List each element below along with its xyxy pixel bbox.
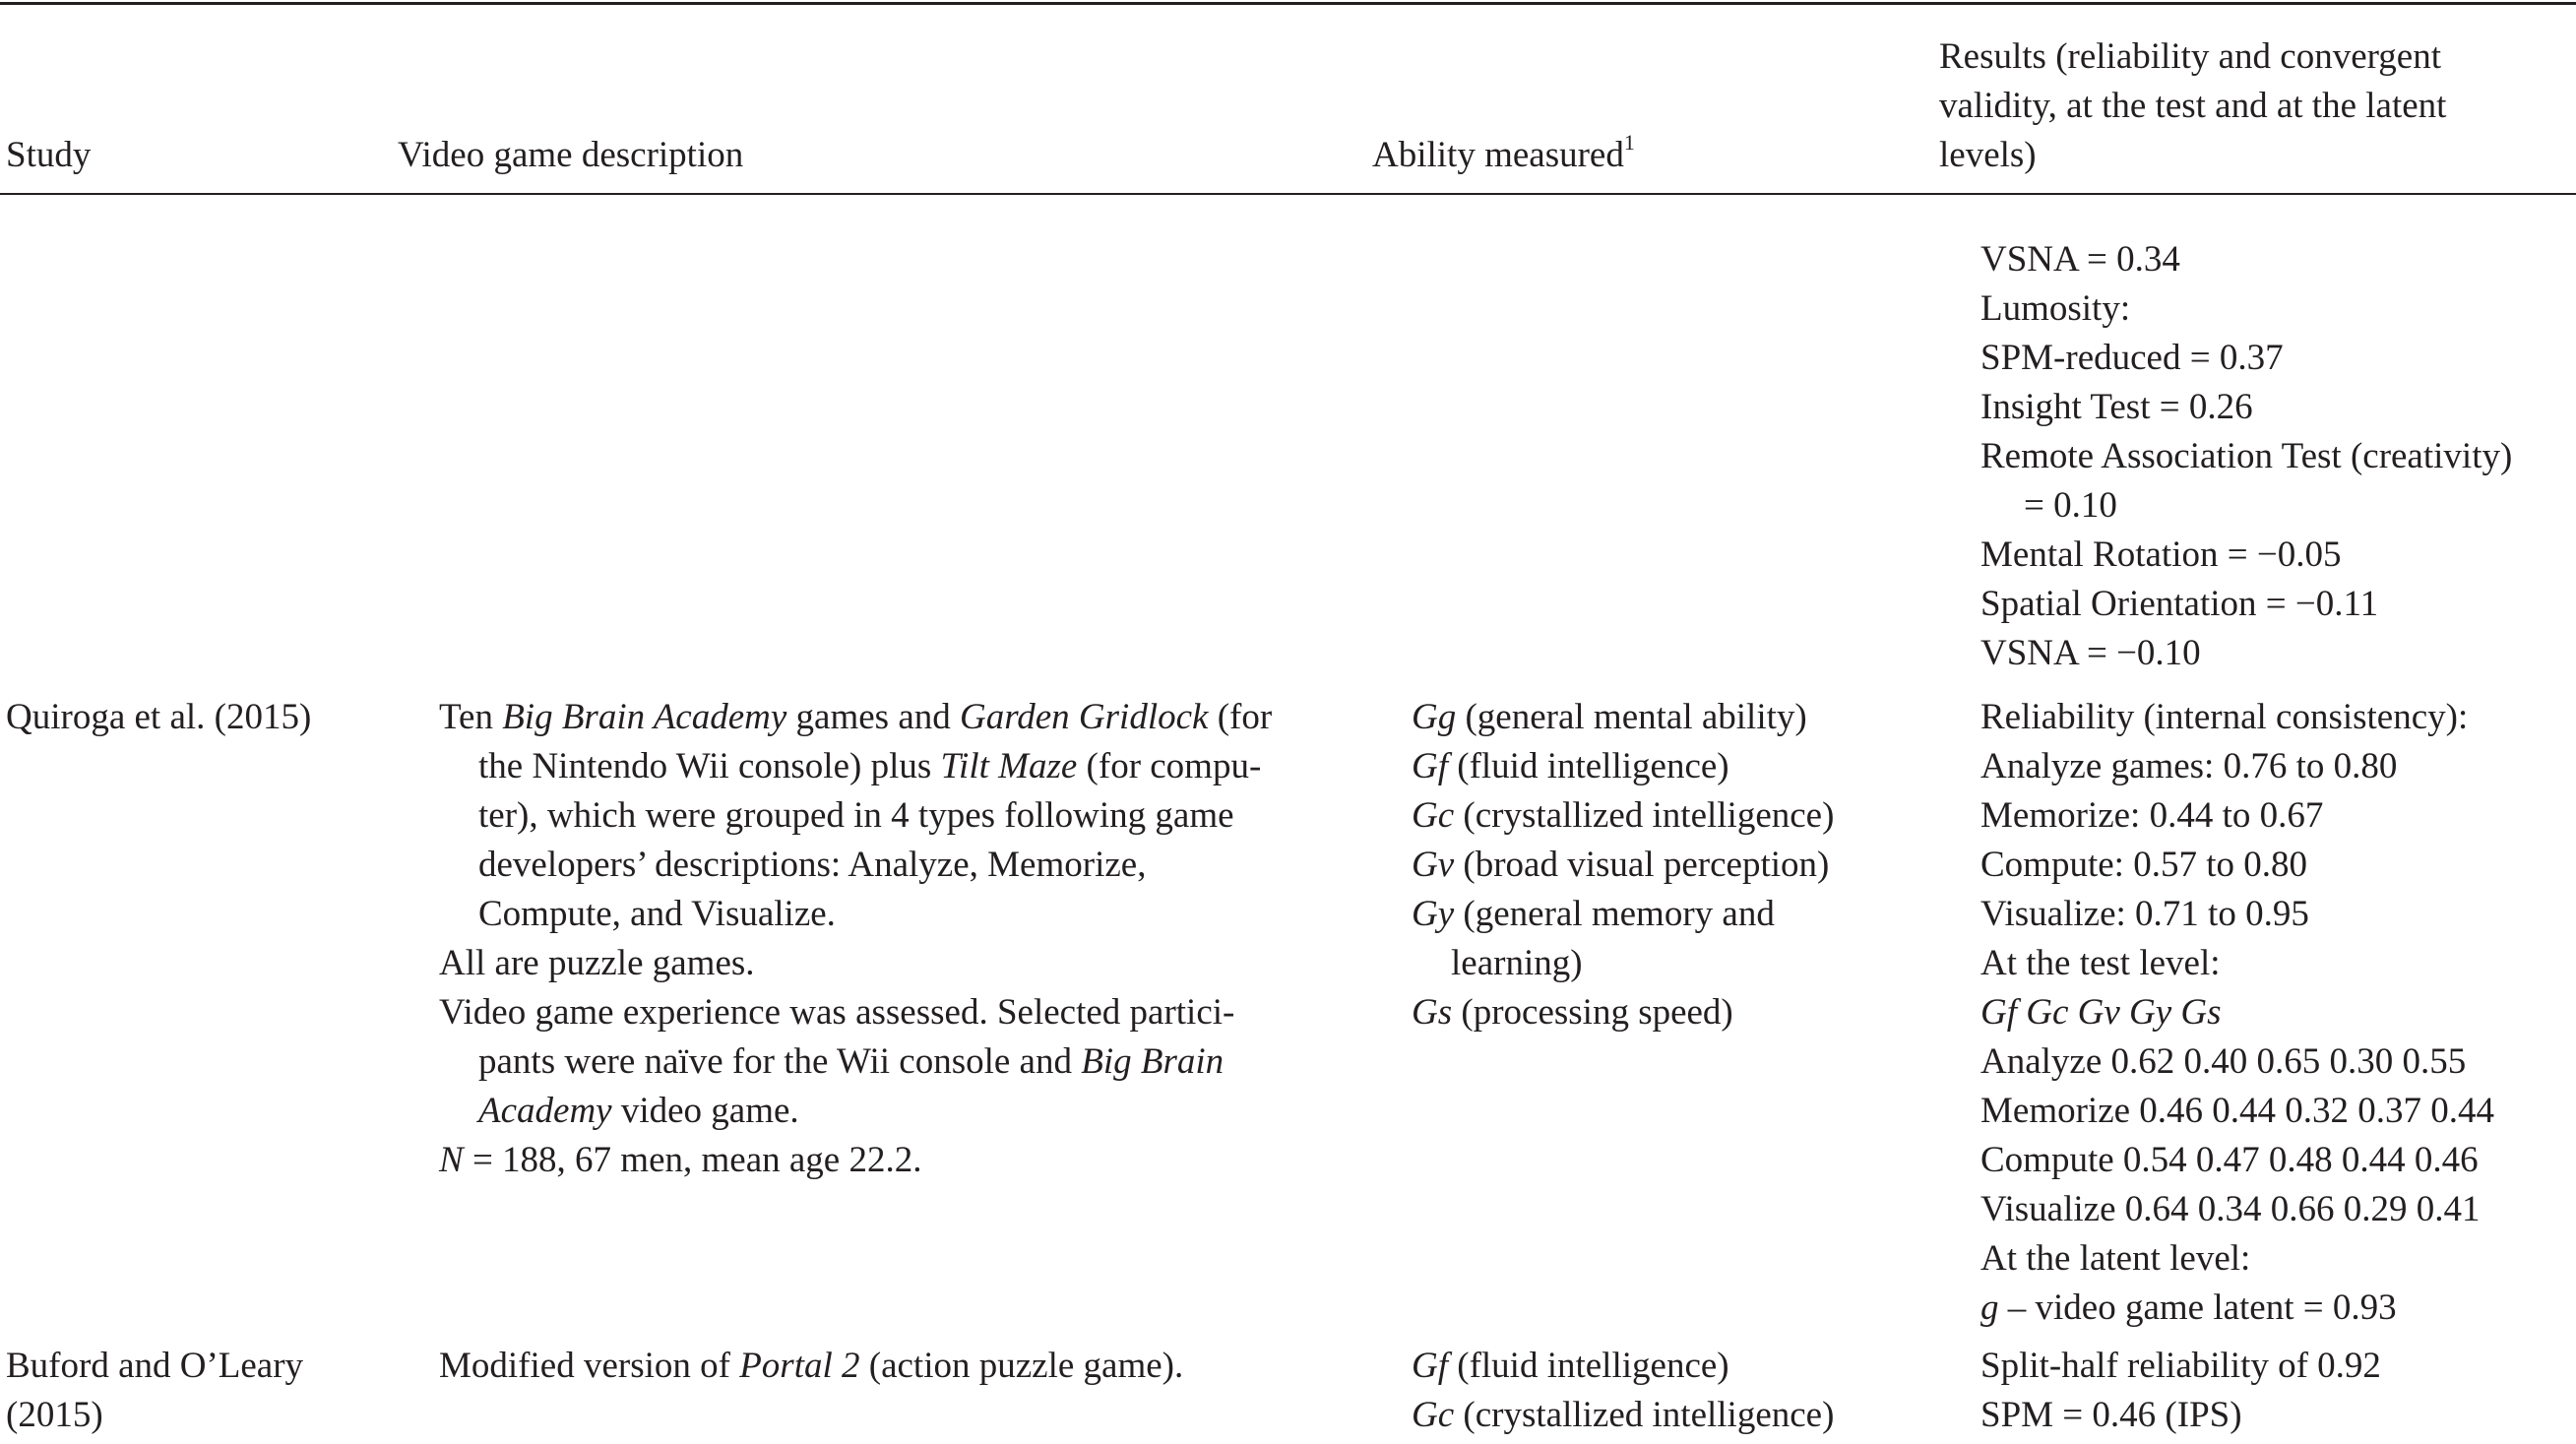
description-fragment: (for compu- xyxy=(1077,746,1262,786)
study-buford xyxy=(6,1342,303,1440)
study-line: Buford and O’Leary xyxy=(6,1346,304,1386)
result-line: Analyze 0.62 0.40 0.65 0.30 0.55 xyxy=(1980,1041,2467,1082)
abilities-quiroga xyxy=(1412,693,1834,1037)
results-buford xyxy=(1980,1342,2381,1440)
header-description: Video game description xyxy=(398,135,744,175)
game-title: Portal 2 xyxy=(739,1346,860,1386)
game-title: Tilt Maze xyxy=(940,746,1078,786)
description-buford xyxy=(439,1342,1183,1391)
result-line: Remote Association Test (creativity) xyxy=(1980,436,2513,476)
result-line: = 0.10 xyxy=(2024,485,2117,526)
result-line: Reliability (internal consistency): xyxy=(1980,697,2469,737)
header-results-line: Results (reliability and convergent xyxy=(1939,36,2441,77)
header-rule xyxy=(0,193,2576,195)
result-line: SPM-reduced = 0.37 xyxy=(1980,338,2284,378)
ability-line xyxy=(1412,890,1834,939)
description-line: Video game experience was assessed. Selected partici- xyxy=(439,992,1235,1033)
result-line: SPM = 0.46 (IPS) xyxy=(1980,1395,2242,1435)
description-fragment: the Nintendo Wii console) plus xyxy=(478,746,941,786)
ability-line xyxy=(1412,841,1834,890)
ability-text: (general mental ability) xyxy=(1456,697,1807,737)
ability-code: Gv xyxy=(1412,845,1455,885)
g-symbol: g xyxy=(1980,1287,1999,1328)
result-line: VSNA = −0.10 xyxy=(1980,633,2201,673)
header-results-line: validity, at the test and at the latent xyxy=(1939,86,2447,126)
description-fragment: pants were naïve for the Wii console and xyxy=(478,1041,1082,1082)
description-line: ter), which were grouped in 4 types following game xyxy=(478,795,1234,836)
header-ability xyxy=(1372,131,1635,180)
result-line: Lumosity: xyxy=(1980,288,2131,329)
study-quiroga: Quiroga et al. (2015) xyxy=(6,697,312,737)
description-line xyxy=(439,693,1272,742)
abilities-buford xyxy=(1412,1342,1834,1440)
ability-line xyxy=(1412,988,1834,1037)
ability-text: (broad visual perception) xyxy=(1454,845,1830,885)
description-fragment: Modified version of xyxy=(439,1346,740,1386)
header-study: Study xyxy=(6,135,92,175)
result-line: Split-half reliability of 0.92 xyxy=(1980,1346,2381,1386)
description-line: Compute, and Visualize. xyxy=(478,894,836,934)
ability-code: Gy xyxy=(1412,894,1455,934)
ability-text: (fluid intelligence) xyxy=(1448,746,1729,786)
description-line xyxy=(439,1087,1272,1136)
description-line: All are puzzle games. xyxy=(439,943,755,983)
header-results xyxy=(1939,32,2446,180)
study-line: (2015) xyxy=(6,1395,103,1435)
games-text: Ten Big Brain Academy games and Garden Gridlock (for xyxy=(439,697,1273,737)
ability-code: Gs xyxy=(1412,992,1453,1033)
ability-code: Gf xyxy=(1412,746,1448,786)
ability-code: Gf xyxy=(1412,1346,1448,1386)
footnote-marker: 1 xyxy=(1623,129,1635,155)
description-line xyxy=(439,742,1272,791)
result-line: Memorize 0.46 0.44 0.32 0.37 0.44 xyxy=(1980,1091,2495,1131)
top-rule xyxy=(0,2,2576,5)
result-line: At the test level: xyxy=(1980,943,2221,983)
description-line xyxy=(439,1342,1183,1391)
result-line: Spatial Orientation = −0.11 xyxy=(1980,584,2379,624)
ability-line: learning) xyxy=(1451,943,1583,983)
ability-line xyxy=(1412,693,1834,742)
ability-line xyxy=(1412,1391,1834,1440)
ability-text: (crystallized intelligence) xyxy=(1454,795,1835,836)
ability-code: Gc xyxy=(1412,1395,1455,1435)
result-fragment: – video game latent = 0.93 xyxy=(1998,1287,2397,1328)
ability-text: (general memory and xyxy=(1454,894,1775,934)
description-line xyxy=(439,1136,1272,1185)
continuation-results xyxy=(1980,235,2512,678)
game-title: Garden Gridlock xyxy=(960,697,1209,737)
game-title: Academy xyxy=(478,1091,612,1131)
description-fragment: (action puzzle game). xyxy=(859,1346,1184,1386)
result-line: Insight Test = 0.26 xyxy=(1980,387,2253,427)
result-line: VSNA = 0.34 xyxy=(1980,239,2180,280)
results-quiroga xyxy=(1980,693,2494,1333)
result-line: Visualize: 0.71 to 0.95 xyxy=(1980,894,2309,934)
factor-codes: Gf Gc Gv Gy Gs xyxy=(1980,992,2222,1033)
description-fragment: = 188, 67 men, mean age 22.2. xyxy=(463,1140,922,1180)
result-line: At the latent level: xyxy=(1980,1238,2251,1279)
result-line: Visualize 0.64 0.34 0.66 0.29 0.41 xyxy=(1980,1189,2481,1229)
sample-size-symbol: N xyxy=(439,1140,464,1180)
description-quiroga xyxy=(439,693,1272,1185)
description-line xyxy=(439,1037,1272,1087)
header-results-line: levels) xyxy=(1939,135,2037,175)
ability-text: (processing speed) xyxy=(1452,992,1733,1033)
result-line: Mental Rotation = −0.05 xyxy=(1980,534,2342,575)
description-line: developers’ descriptions: Analyze, Memorize, xyxy=(478,845,1147,885)
result-line: Compute: 0.57 to 0.80 xyxy=(1980,845,2307,885)
result-line xyxy=(1980,1284,2494,1333)
ability-line xyxy=(1412,742,1834,791)
ability-line xyxy=(1412,791,1834,841)
result-line: Compute 0.54 0.47 0.48 0.44 0.46 xyxy=(1980,1140,2479,1180)
result-line: Memorize: 0.44 to 0.67 xyxy=(1980,795,2324,836)
ability-line xyxy=(1412,1342,1834,1391)
ability-code: Gg xyxy=(1412,697,1457,737)
ability-code: Gc xyxy=(1412,795,1455,836)
header-ability-text: Ability measured xyxy=(1372,135,1624,175)
description-fragment: video game. xyxy=(611,1091,799,1131)
ability-text: (crystallized intelligence) xyxy=(1454,1395,1835,1435)
result-factors-line xyxy=(1980,988,2494,1037)
result-line: Analyze games: 0.76 to 0.80 xyxy=(1980,746,2398,786)
game-title: Big Brain Academy xyxy=(502,697,787,737)
game-title: Big Brain xyxy=(1081,1041,1225,1082)
ability-text: (fluid intelligence) xyxy=(1448,1346,1729,1386)
